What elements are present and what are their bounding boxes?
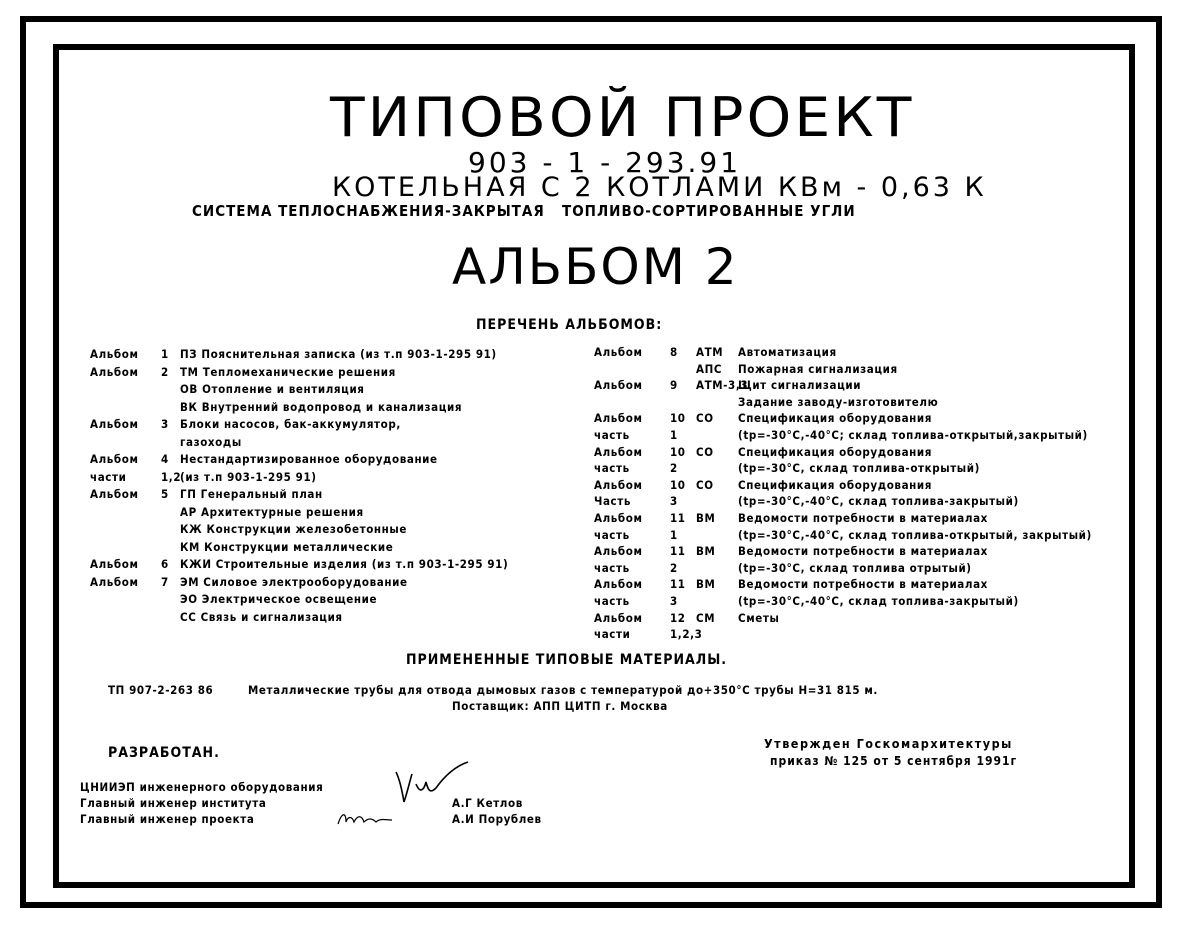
- album-cell-b: 10: [670, 444, 686, 459]
- album-cell-a: Альбом: [594, 411, 643, 426]
- album-cell-b: 2: [670, 560, 678, 575]
- heating-system: СИСТЕМА ТЕПЛОСНАБЖЕНИЯ-ЗАКРЫТАЯ: [192, 202, 545, 220]
- album-cell-b: 10: [670, 477, 686, 492]
- album-cell-d: (tр=-30°С,-40°С, склад топлива-закрытый): [738, 494, 1019, 509]
- album-cell-c: ВК Внутренний водопровод и канализация: [180, 399, 463, 414]
- album-cell-d: Сметы: [738, 610, 780, 625]
- album-cell-d: Спецификация оборудования: [738, 444, 932, 459]
- album-cell-a: Альбом: [594, 345, 643, 359]
- album-cell-c: ПЗ Пояснительная записка (из т.п 903-1-295 91): [180, 347, 497, 361]
- album-cell-c: СС Связь и сигнализация: [180, 609, 343, 624]
- album-cell-c: СО: [696, 477, 714, 492]
- album-cell-a: Альбом: [594, 610, 643, 625]
- album-cell-a: Альбом: [594, 577, 643, 592]
- album-cell-c: АПС: [696, 361, 723, 376]
- album-cell-b: 11: [670, 577, 686, 592]
- developed-label: РАЗРАБОТАН.: [108, 745, 220, 761]
- album-cell-c: Нестандартизированное оборудование: [180, 452, 438, 466]
- album-cell-d: (tр=-30°С,-40°С, склад топлива-закрытый): [738, 594, 1019, 608]
- album-cell-d: (tр=-30°С, склад топлива-открытый): [738, 461, 980, 476]
- album-cell-a: Альбом: [594, 544, 643, 559]
- album-cell-c: СМ: [696, 610, 716, 625]
- album-cell-a: Альбом: [90, 364, 139, 379]
- album-cell-c: КЖИ Строительные изделия (из т.п 903-1-295 91): [180, 557, 509, 571]
- album-cell-a: Альбом: [594, 477, 643, 492]
- album-cell-b: 1: [670, 527, 678, 542]
- album-cell-c: КМ Конструкции металлические: [180, 539, 394, 554]
- album-cell-b: 6: [161, 557, 169, 571]
- approval-order: приказ № 125 от 5 сентября 1991г: [770, 754, 1018, 768]
- album-cell-c: СО: [696, 444, 714, 459]
- album-cell-b: 9: [670, 378, 678, 393]
- album-cell-a: часть: [594, 527, 630, 542]
- org-line: Главный инженер проекта: [80, 812, 255, 826]
- album-cell-d: Задание заводу-изготовителю: [738, 394, 939, 409]
- album-cell-a: Альбом: [90, 347, 139, 361]
- album-cell-a: часть: [594, 594, 630, 608]
- album-cell-c: ЭМ Силовое электрооборудование: [180, 574, 408, 589]
- album-cell-c: ТМ Тепломеханические решения: [180, 364, 396, 379]
- album-cell-a: Альбом: [90, 487, 139, 501]
- album-cell-a: Часть: [594, 494, 632, 509]
- album-cell-d: Ведомости потребности в материалах: [738, 577, 988, 592]
- signer-name: А.И Порублев: [452, 812, 542, 826]
- album-cell-c: Блоки насосов, бак-аккумулятор,: [180, 417, 401, 431]
- album-cell-d: Ведомости потребности в материалах: [738, 511, 988, 525]
- applied-supplier: Поставщик: АПП ЦИТП г. Москва: [452, 699, 668, 713]
- albums-list-title: ПЕРЕЧЕНЬ АЛЬБОМОВ:: [476, 317, 663, 333]
- album-cell-d: Спецификация оборудования: [738, 477, 932, 492]
- approval-line: Утвержден Госкомархитектуры: [764, 736, 1013, 751]
- album-cell-b: 3: [670, 494, 678, 509]
- org-line: Главный инженер института: [80, 796, 267, 810]
- album-cell-d: (tр=-30°С, склад топлива отрытый): [738, 560, 972, 575]
- album-cell-c: СО: [696, 411, 714, 426]
- album-cell-c: ОВ Отопление и вентиляция: [180, 382, 365, 396]
- album-cell-c: АР Архитектурные решения: [180, 504, 364, 519]
- album-cell-b: 11: [670, 511, 686, 525]
- album-cell-b: 1,2: [161, 469, 182, 484]
- org-line: ЦНИИЭП инженерного оборудования: [80, 780, 324, 794]
- album-cell-b: 8: [670, 345, 678, 359]
- album-cell-b: 7: [161, 574, 169, 589]
- album-title: АЛЬБОМ 2: [452, 238, 739, 296]
- album-cell-b: 3: [161, 417, 169, 431]
- album-cell-c: газоходы: [180, 434, 242, 449]
- signer-name: А.Г Кетлов: [452, 796, 523, 810]
- album-cell-c: ЭО Электрическое освещение: [180, 592, 378, 606]
- album-cell-d: Щит сигнализации: [738, 378, 862, 393]
- album-cell-b: 5: [161, 487, 169, 501]
- album-cell-c: ВМ: [696, 544, 716, 559]
- album-cell-c: (из т.п 903-1-295 91): [180, 469, 317, 484]
- fuel-type: ТОПЛИВО-СОРТИРОВАННЫЕ УГЛИ: [562, 202, 856, 220]
- project-number: 903 - 1 - 293.91: [468, 146, 742, 179]
- album-cell-b: 11: [670, 544, 686, 559]
- album-cell-c: АТМ: [696, 345, 724, 359]
- album-cell-a: часть: [594, 560, 630, 575]
- album-cell-a: Альбом: [594, 378, 643, 393]
- album-cell-a: Альбом: [90, 557, 139, 571]
- album-cell-b: 3: [670, 594, 678, 608]
- applied-code: ТП 907-2-263 86: [108, 683, 214, 697]
- album-cell-a: Альбом: [90, 417, 139, 431]
- album-cell-b: 10: [670, 411, 686, 426]
- album-cell-a: Альбом: [90, 574, 139, 589]
- album-cell-b: 4: [161, 452, 169, 466]
- album-cell-d: (tр=-30°С,-40°С, склад топлива-открытый, закрытый): [738, 527, 1092, 542]
- applied-materials-title: ПРИМЕНЕННЫЕ ТИПОВЫЕ МАТЕРИАЛЫ.: [406, 652, 728, 668]
- album-cell-a: части: [90, 469, 127, 484]
- album-cell-a: часть: [594, 461, 630, 476]
- album-cell-b: 1: [161, 347, 169, 361]
- album-cell-c: АТМ-3,3: [696, 378, 749, 393]
- album-cell-a: Альбом: [594, 511, 643, 525]
- project-name: КОТЕЛЬНАЯ С 2 КОТЛАМИ КВм - 0,63 К: [332, 172, 987, 203]
- album-cell-a: Альбом: [594, 444, 643, 459]
- album-cell-d: Ведомости потребности в материалах: [738, 544, 988, 559]
- album-cell-b: 1: [670, 428, 678, 442]
- album-cell-c: ВМ: [696, 511, 716, 525]
- album-cell-b: 12: [670, 610, 686, 625]
- album-cell-d: (tр=-30°С,-40°С; склад топлива-открытый,закрытый): [738, 428, 1088, 442]
- album-cell-a: Альбом: [90, 452, 139, 466]
- album-cell-c: ГП Генеральный план: [180, 487, 323, 501]
- album-cell-b: 2: [161, 364, 169, 379]
- album-cell-d: Пожарная сигнализация: [738, 361, 898, 376]
- signature-porublev: [336, 808, 396, 834]
- album-cell-d: Автоматизация: [738, 345, 837, 359]
- album-cell-a: часть: [594, 428, 630, 442]
- album-cell-b: 1,2,3: [670, 627, 703, 642]
- applied-text: Металлические трубы для отвода дымовых газов с температурой до+350°С трубы Н=31 815 м.: [248, 683, 878, 697]
- album-cell-d: Спецификация оборудования: [738, 411, 932, 426]
- album-cell-b: 2: [670, 461, 678, 476]
- album-cell-c: ВМ: [696, 577, 716, 592]
- album-cell-c: КЖ Конструкции железобетонные: [180, 522, 407, 536]
- album-cell-a: части: [594, 627, 631, 642]
- document-title: ТИПОВОЙ ПРОЕКТ: [330, 86, 915, 149]
